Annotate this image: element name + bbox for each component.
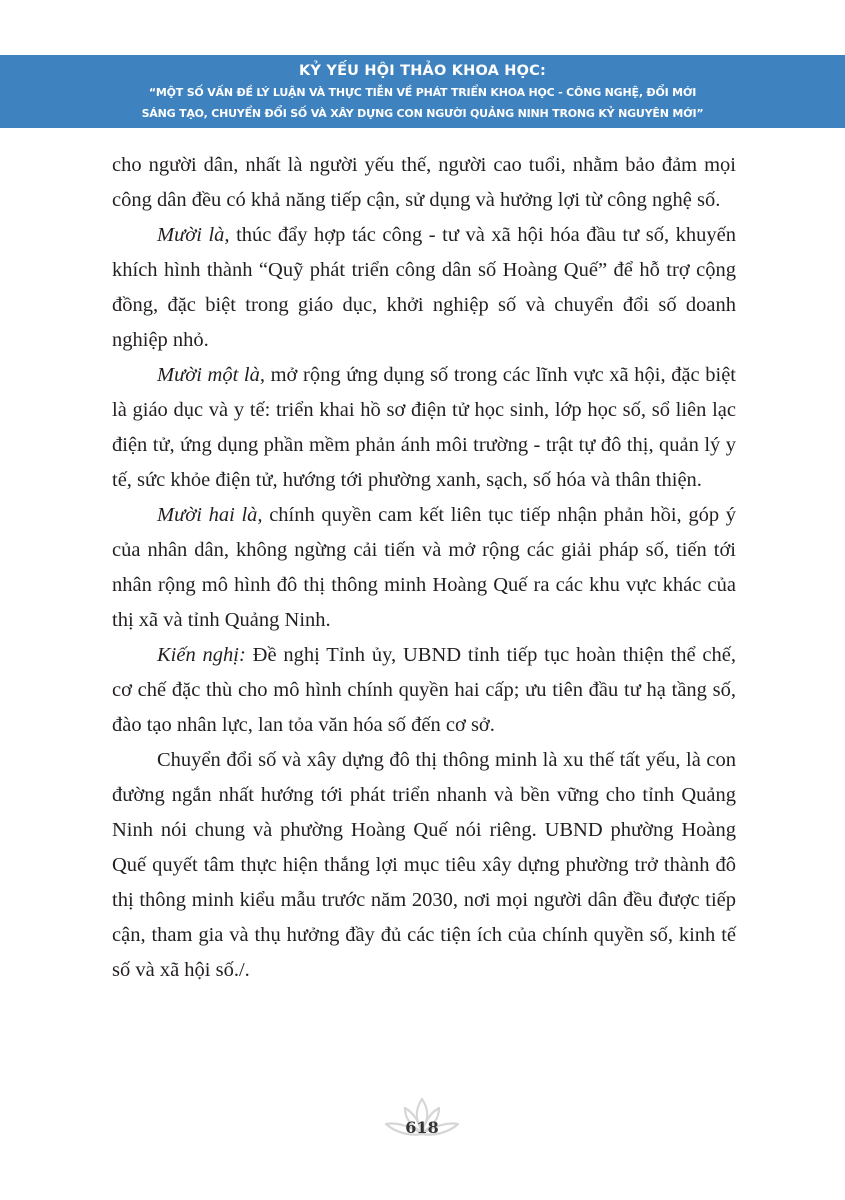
paragraph-muoi-hai-la: [112, 498, 736, 638]
paragraph-lead: Mười hai là,: [157, 504, 263, 526]
paragraph-kien-nghi: [112, 638, 736, 743]
paragraph-text: cho người dân, nhất là người yếu thế, người cao tuổi, nhằm bảo đảm mọi công dân đều có khả năng tiếp cận, sử dụng và hưởng lợi từ công nghệ số.: [112, 154, 736, 211]
paragraph-lead: Kiến nghị:: [157, 644, 246, 666]
header-banner: [0, 55, 845, 128]
paragraph-text: chính quyền cam kết liên tục tiếp nhận phản hồi, góp ý của nhân dân, không ngừng cải tiến và mở rộng các giải pháp số, tiến tới nhân rộng mô hình đô thị thông minh Hoàng Quế ra các khu vực khác của thị xã và tỉnh Quảng Ninh.: [112, 504, 736, 631]
paragraph-text: thúc đẩy hợp tác công - tư và xã hội hóa đầu tư số, khuyến khích hình thành “Quỹ phát triển công dân số Hoàng Quế” để hỗ trợ cộng đồng, đặc biệt trong giáo dục, khởi nghiệp số và chuyển đổi số doanh nghiệp nhỏ.: [112, 224, 736, 351]
paragraph-lead: Mười là,: [157, 224, 230, 246]
paragraph-lead: Mười một là,: [157, 364, 265, 386]
paragraph-text: Chuyển đổi số và xây dựng đô thị thông minh là xu thế tất yếu, là con đường ngắn nhất hướng tới phát triển nhanh và bền vững cho tỉnh Quảng Ninh nói chung và phường Hoàng Quế nói riêng. UBND phường Hoàng Quế quyết tâm thực hiện thắng lợi mục tiêu xây dựng phường trở thành đô thị thông minh kiểu mẫu trước năm 2030, nơi mọi người dân đều được tiếp cận, tham gia và thụ hưởng đầy đủ các tiện ích của chính quyền số, kinh tế số và xã hội số./.: [112, 749, 736, 981]
paragraph-muoi-la: [112, 218, 736, 358]
paragraph-muoi-mot-la: [112, 358, 736, 498]
article-body: [112, 148, 736, 988]
paragraph-text: Đề nghị Tỉnh ủy, UBND tỉnh tiếp tục hoàn thiện thể chế, cơ chế đặc thù cho mô hình chính quyền hai cấp; ưu tiên đầu tư hạ tầng số, đào tạo nhân lực, lan tỏa văn hóa số đến cơ sở.: [112, 644, 736, 736]
page-number-ornament: [372, 1096, 472, 1146]
conference-subtitle-line-1: “MỘT SỐ VẤN ĐỀ LÝ LUẬN VÀ THỰC TIỄN VỀ PHÁT TRIỂN KHOA HỌC - CÔNG NGHỆ, ĐỔI MỚI: [148, 86, 697, 99]
page-number: 618: [405, 1118, 439, 1137]
conference-subtitle-line-2: SÁNG TẠO, CHUYỂN ĐỔI SỐ VÀ XÂY DỰNG CON NGƯỜI QUẢNG NINH TRONG KỶ NGUYÊN MỚI”: [141, 107, 704, 120]
paragraph-text: mở rộng ứng dụng số trong các lĩnh vực xã hội, đặc biệt là giáo dục và y tế: triển khai hồ sơ điện tử học sinh, lớp học số, sổ liên lạc điện tử, ứng dụng phần mềm phản ánh môi trường - trật tự đô thị, quản lý y tế, sức khỏe điện tử, hướng tới phường xanh, sạch, số hóa và thân thiện.: [112, 364, 737, 491]
proceedings-title: KỶ YẾU HỘI THẢO KHOA HỌC:: [298, 63, 547, 79]
paragraph-continued: [112, 148, 736, 218]
paragraph-conclusion: [112, 743, 736, 988]
